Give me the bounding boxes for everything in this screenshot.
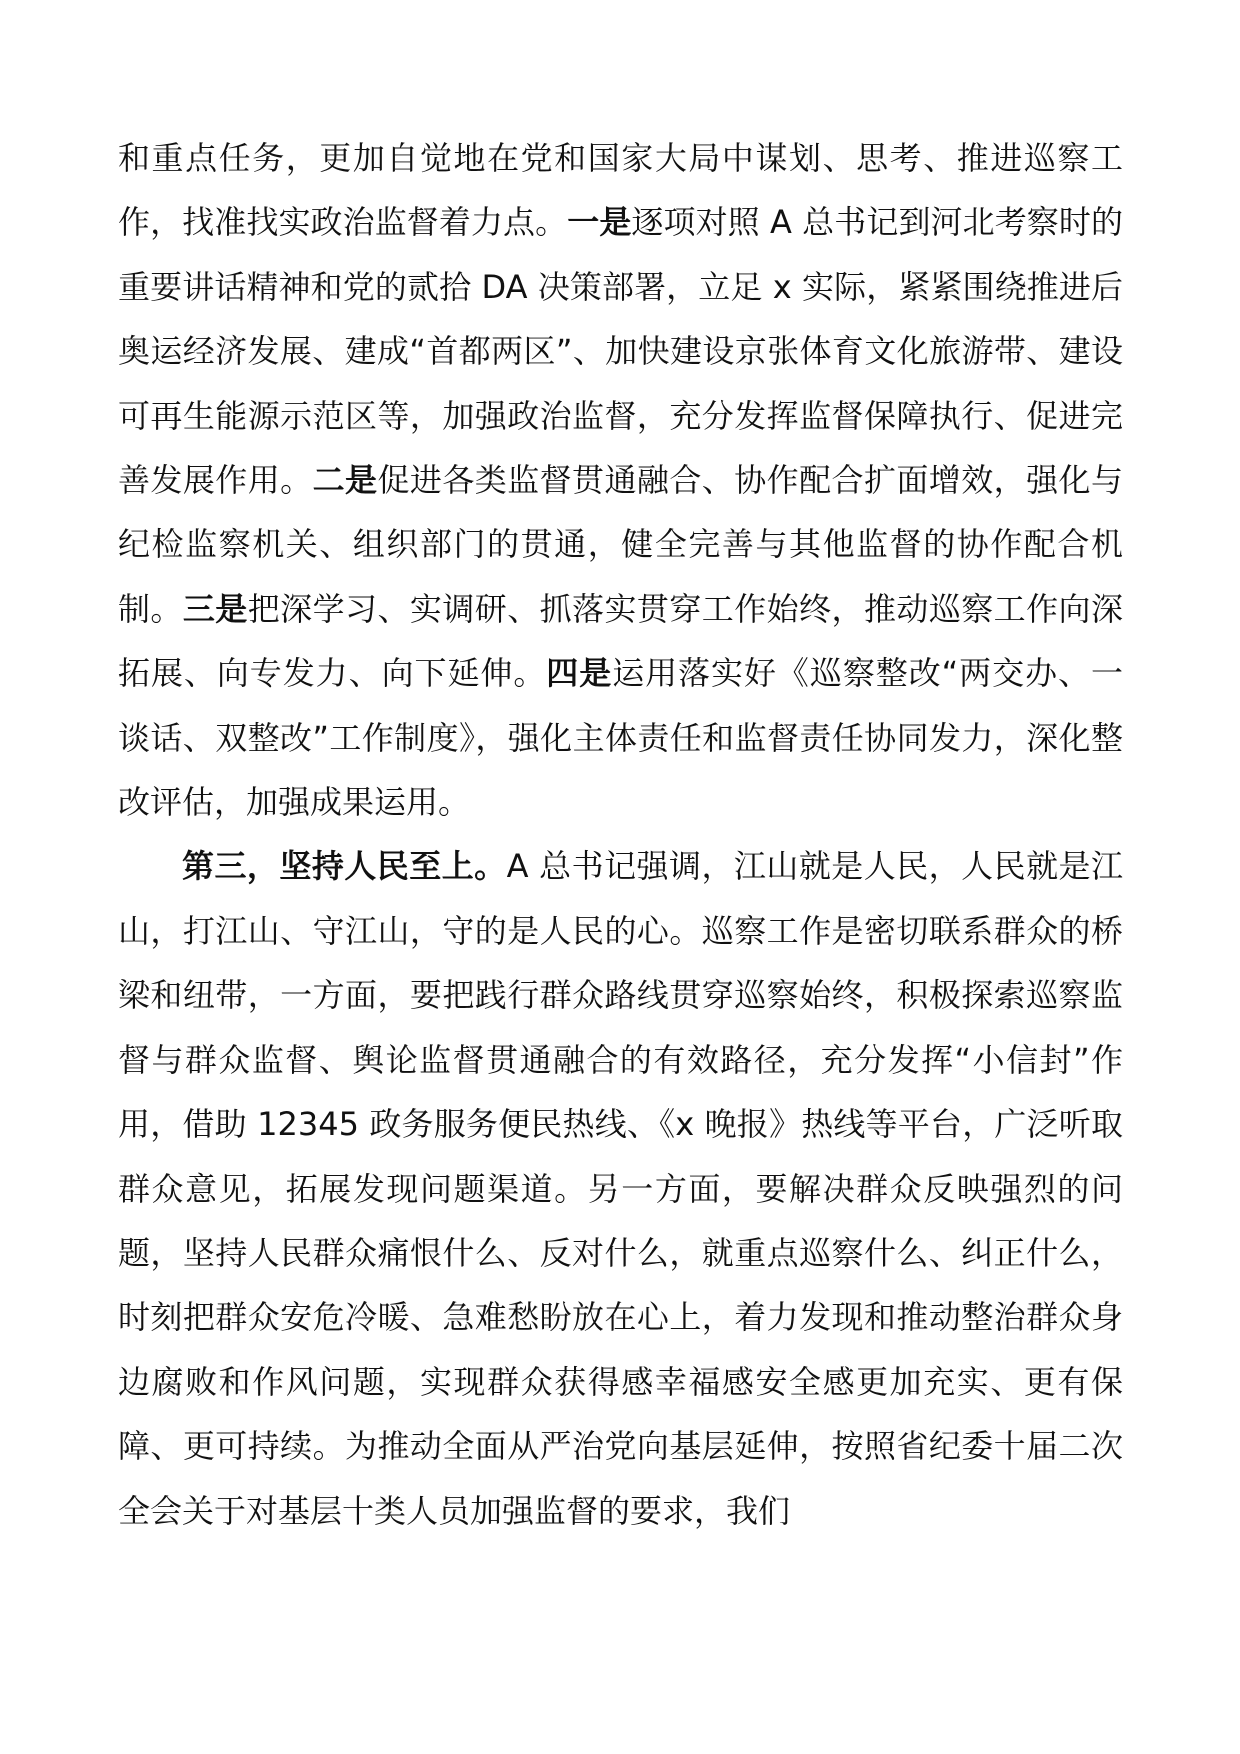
paragraph-political-supervision — [118, 126, 1123, 834]
text-run: 和重点任务，更加自觉地在党和国家大局中谋划、思考、推进巡察工作，找准找实政治监督着力点。 — [118, 139, 1123, 242]
text-run: 运用落实好《巡察整改“两交办、一谈话、双整改”工作制度》，强化主体责任和监督责任协同发力，深化整改评估，加强成果运用。 — [118, 654, 1123, 822]
text-run: A 总书记强调，江山就是人民，人民就是江山，打江山、守江山，守的是人民的心。巡察工作是密切联系群众的桥梁和纽带，一方面，要把践行群众路线贯穿巡察始终，积极探索巡察监督与群众监督、舆论监督贯通融合的有效路径，充分发挥“小信封”作用，借助 12345 政务服务便民热线、《x 晚报》热线等平台，广泛听取群众意见，拓展发现问题渠道。另一方面，要解决群众反映强烈的问题，坚持人民群众痛恨什么、反对什么，就重点巡察什么、纠正什么，时刻把群众安危冷暖、急难愁盼放在心上，着力发现和推动整治群众身边腐败和作风问题，实现群众获得感幸福感安全感更加充实、更有保障、更可持续。为推动全面从严治党向基层延伸，按照省纪委十届二次全会关于对基层十类人员加强监督的要求，我们 — [118, 847, 1123, 1530]
paragraph-people-first — [118, 834, 1123, 1542]
section-heading: 第三，坚持人民至上。 — [182, 847, 507, 886]
text-run: 逐项对照 A 总书记到河北考察时的重要讲话精神和党的贰拾 DA 决策部署，立足 x 实际，紧紧围绕推进后奥运经济发展、建成“首都两区”、加快建设京张体育文化旅游带、建设可再生能源示范区等，加强政治监督，充分发挥监督保障执行、促进完善发展作用。 — [118, 203, 1123, 500]
bold-run-fourth: 四是 — [546, 654, 613, 693]
bold-run-second: 二是 — [312, 461, 378, 500]
bold-run-third: 三是 — [182, 589, 248, 628]
text-run: 把深学习、实调研、抓落实贯穿工作始终，推动巡察工作向深拓展、向专发力、向下延伸。 — [118, 589, 1123, 693]
text-run: 促进各类监督贯通融合、协作配合扩面增效，强化与纪检监察机关、组织部门的贯通，健全完善与其他监督的协作配合机制。 — [118, 461, 1123, 628]
bold-run-first: 一是 — [567, 203, 632, 242]
document-body — [118, 126, 1123, 1543]
